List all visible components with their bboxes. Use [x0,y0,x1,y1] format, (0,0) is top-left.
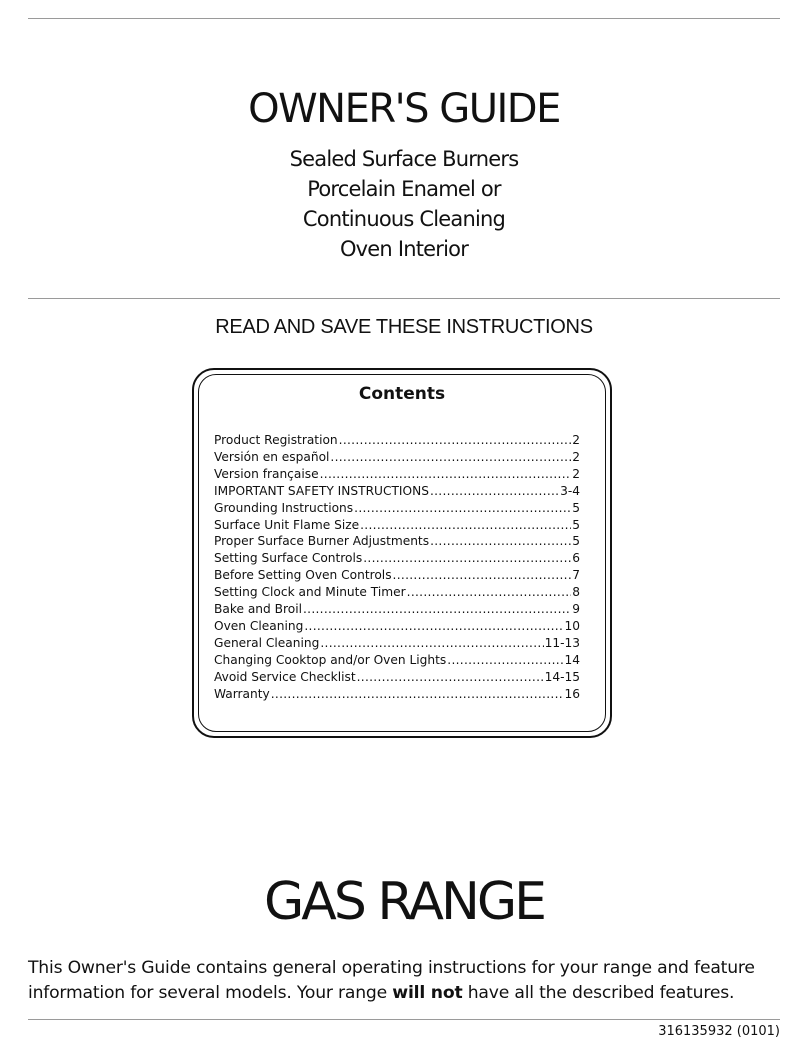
contents-entry [214,669,580,686]
contents-entry-label: Setting Clock and Minute Timer [214,585,406,600]
dot-leader [447,652,563,669]
contents-box [192,368,612,738]
contents-entry [214,483,580,500]
document-number: 316135932 (0101) [658,1024,780,1039]
contents-entry-page: 14-15 [544,669,580,684]
contents-entry [214,584,580,601]
dot-leader [360,517,571,534]
dot-leader [354,500,571,517]
contents-entry-label: Setting Surface Controls [214,551,363,566]
contents-entry-label: Versión en español [214,449,330,464]
contents-entry-label: General Cleaning [214,635,320,650]
dot-leader [330,449,571,466]
dot-leader [271,686,564,703]
middle-rule [28,298,780,299]
contents-list [214,432,580,703]
contents-entry [214,550,580,567]
contents-entry [214,601,580,618]
subtitle-line: Oven Interior [339,237,469,261]
contents-entry-page: 8 [572,585,580,600]
bottom-rule [28,1019,780,1020]
contents-entry-page: 5 [572,517,580,532]
contents-entry-label: Product Registration [214,433,338,447]
subtitle-line: Sealed Surface Burners [289,147,519,171]
contents-entry-page: 6 [572,551,580,566]
dot-leader [320,466,572,483]
contents-entry [214,652,580,669]
dot-leader [357,669,544,686]
dot-leader [339,432,572,449]
contents-entry-page: 7 [572,568,580,583]
contents-entry-label: Warranty [214,686,270,701]
contents-entry [214,517,580,534]
contents-entry-label: Proper Surface Burner Adjustments [214,534,430,549]
contents-entry-label: Avoid Service Checklist [214,669,356,684]
contents-entry [214,635,580,652]
dot-leader [320,635,543,652]
dot-leader [304,618,563,635]
contents-entry-label: Before Setting Oven Controls [214,568,392,583]
subtitle-line: Continuous Cleaning [302,207,506,231]
contents-entry-label: Oven Cleaning [214,618,304,633]
dot-leader [363,550,571,567]
contents-entry-label: Grounding Instructions [214,500,354,515]
intro-emphasis: will not [392,983,463,1003]
contents-entry [214,500,580,517]
contents-entry-page: 5 [572,534,580,549]
contents-entry [214,466,580,483]
contents-entry-page: 2 [572,433,580,447]
subtitle-block [0,144,808,264]
dot-leader [407,584,572,601]
contents-entry-page: 16 [564,686,580,701]
dot-leader [393,567,572,584]
contents-entry-page: 5 [572,500,580,515]
contents-entry [214,618,580,635]
contents-heading: Contents [358,384,446,404]
contents-entry-page: 10 [564,618,580,633]
contents-entry [214,449,580,466]
contents-entry-page: 2 [572,449,580,464]
product-name: GAS RANGE [263,872,545,932]
contents-entry-page: 9 [572,602,580,617]
contents-entry-page: 11-13 [544,635,580,650]
contents-entry-label: IMPORTANT SAFETY INSTRUCTIONS [214,483,429,498]
contents-entry-page: 14 [564,652,580,667]
contents-entry [214,432,580,449]
intro-paragraph [28,956,788,1006]
contents-entry-label: Surface Unit Flame Size [214,517,360,532]
read-save-notice: READ AND SAVE THESE INSTRUCTIONS [215,316,593,338]
page-title: OWNER'S GUIDE [248,86,560,132]
contents-entry-label: Bake and Broil [214,602,302,617]
subtitle-line: Porcelain Enamel or [307,177,501,201]
contents-entry-page: 2 [572,466,580,481]
contents-entry [214,567,580,584]
dot-leader [430,533,571,550]
intro-text-end: have all the described features. [462,983,735,1003]
contents-entry-label: Changing Cooktop and/or Oven Lights [214,652,447,667]
contents-entry-label: Version française [214,466,319,481]
dot-leader [303,601,571,618]
contents-entry-page: 3-4 [560,483,580,498]
dot-leader [430,483,559,500]
top-rule [28,18,780,19]
intro-text: This Owner's Guide contains general operating instructions for your range and feature information for several models. Your range [28,958,755,1003]
contents-entry [214,533,580,550]
contents-entry [214,686,580,703]
